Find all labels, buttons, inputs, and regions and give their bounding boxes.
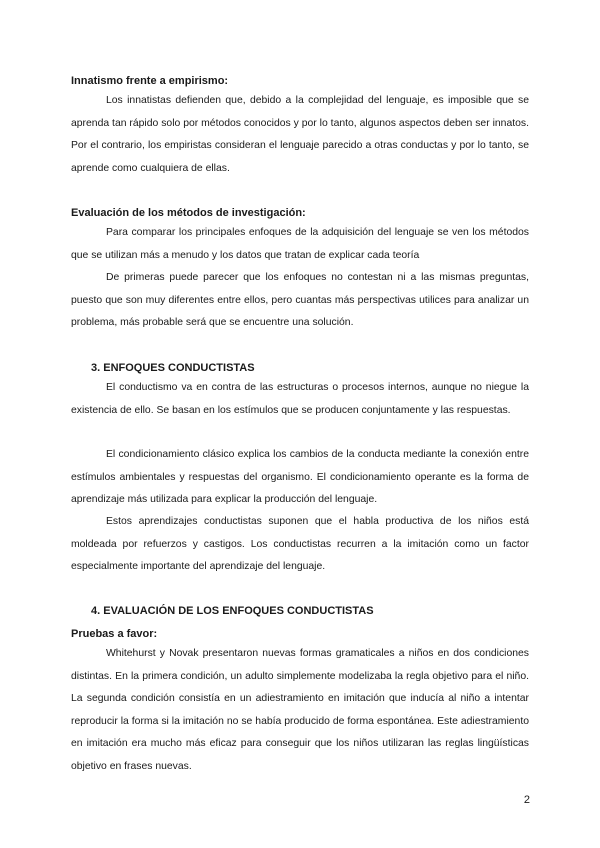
paragraph-condicionamiento: El condicionamiento clásico explica los cambios de la conducta mediante la conexión entre estímulos ambientales y respuestas del organismo. El condicionamiento operante es la forma de aprendizaje más utilizada para explicar la producción del lenguaje. — [71, 449, 529, 505]
paragraph-aprendizajes-conductistas: Estos aprendizajes conductistas suponen que el habla productiva de los niños está moldeada por refuerzos y castigos. Los conductistas recurren a la imitación como un factor especialmente importante del aprendizaje del lenguaje. — [71, 516, 529, 572]
heading-pruebas-a-favor: Pruebas a favor: — [71, 628, 158, 640]
paragraph-innatismo: Los innatistas defienden que, debido a la complejidad del lenguaje, es imposible que se aprenda tan rápido solo por métodos conocidos y por lo tanto, algunos aspectos deben ser innatos. Por el contrario, los empiristas consideran el lenguaje parecido a otras conductas y por lo tanto, se aprende como cualquiera de ellas. — [71, 95, 529, 174]
paragraph-conductismo: El conductismo va en contra de las estructuras o procesos internos, aunque no niegue la existencia de ello. Se basan en los estímulos que se producen conjuntamente y las respuestas. — [71, 382, 529, 416]
paragraph-comparar-enfoques: Para comparar los principales enfoques de la adquisición del lenguaje se ven los métodos que se utilizan más a menudo y los datos que tratan de explicar cada teoría — [71, 227, 529, 261]
section-title-enfoques-conductistas: 3. ENFOQUES CONDUCTISTAS — [91, 362, 255, 374]
heading-evaluacion-metodos: Evaluación de los métodos de investigación: — [71, 207, 306, 219]
page-number: 2 — [523, 794, 530, 806]
heading-innatismo: Innatismo frente a empirismo: — [71, 75, 229, 87]
section-title-evaluacion-enfoques: 4. EVALUACIÓN DE LOS ENFOQUES CONDUCTISTAS — [91, 605, 374, 617]
paragraph-whitehurst-novak: Whitehurst y Novak presentaron nuevas formas gramaticales a niños en dos condiciones distintas. En la primera condición, un adulto simplemente modelizaba la regla objetivo para el niño. La segunda condición consistía en un adiestramiento en imitación que inducía al niño a intentar reproducir la forma si la imitación no se había producido de forma espontánea. Este adiestramiento en imitación era mucho más eficaz para conseguir que los niños utilizaran las reglas lingüísticas objetivo en frases nuevas. — [71, 648, 529, 772]
paragraph-de-primeras: De primeras puede parecer que los enfoques no contestan ni a las mismas preguntas, puesto que son muy diferentes entre ellos, pero cuantas más perspectivas utilices para analizar un problema, más probable será que se encuentre una solución. — [71, 272, 529, 328]
